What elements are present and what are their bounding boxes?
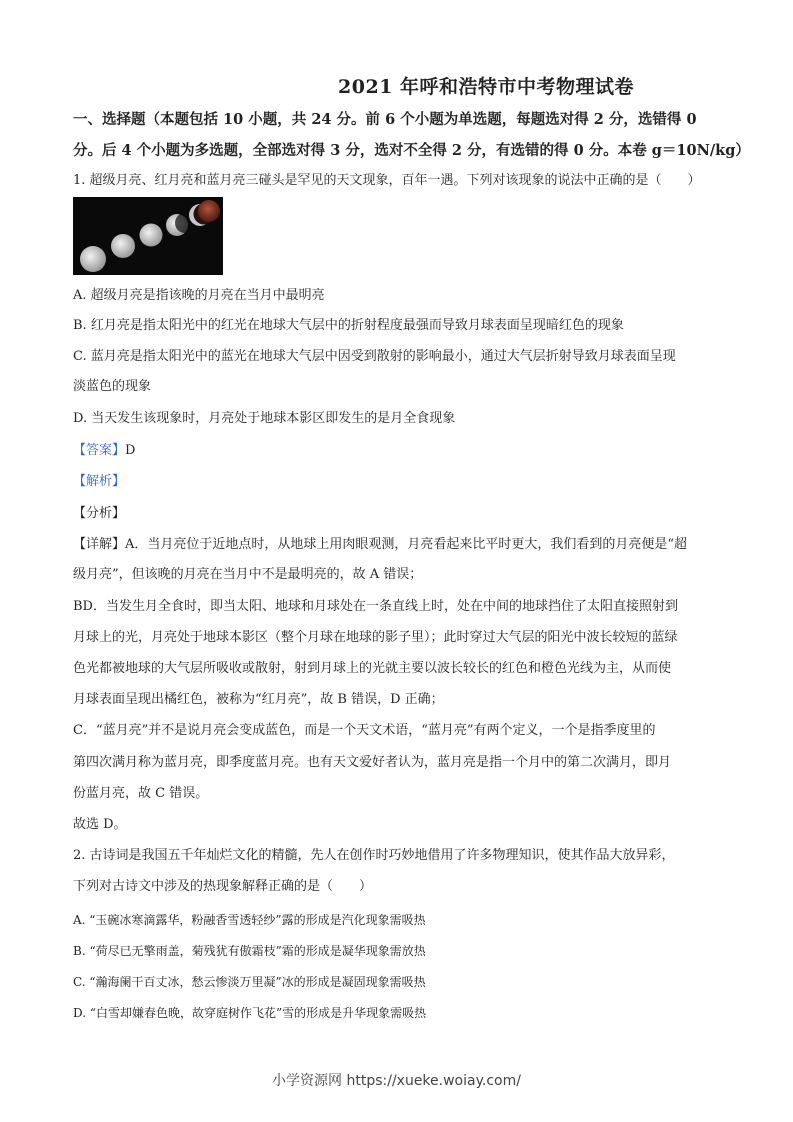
question-1-stem: 1. 超级月亮、红月亮和蓝月亮三碰头是罕见的天文现象，百年一遇。下列对该现象的说法中正确的是（ ） [73, 173, 701, 188]
question-1-option-c-line-1: C. 蓝月亮是指太阳光中的蓝光在地球大气层中因受到散射的影响最小，通过大气层折射导致月球表面呈现 [73, 349, 676, 364]
moon-phases-graphic [73, 197, 223, 275]
question-1-option-d: D. 当天发生该现象时，月亮处于地球本影区即发生的是月全食现象 [73, 411, 456, 426]
question-1-option-b: B. 红月亮是指太阳光中的红光在地球大气层中的折射程度最强而导致月球表面呈现暗红色的现象 [73, 318, 624, 333]
fenxi-tag: 【分析】 [73, 506, 126, 521]
detail-line-7: C．“蓝月亮”并不是说月亮会变成蓝色，而是一个天文术语，“蓝月亮”有两个定义，一个是指季度里的 [73, 723, 656, 738]
section-heading-line-1: 一、选择题（本题包括 10 小题，共 24 分。前 6 个小题为单选题，每题选对得 2 分，选错得 0 [73, 111, 697, 128]
question-2-option-b: B. “荷尽已无擎雨盖，菊残犹有傲霜枝”霜的形成是凝华现象需放热 [73, 944, 426, 958]
question-2-option-a: A. “玉碗冰寒滴露华，粉融香雪透轻纱”露的形成是汽化现象需吸热 [73, 913, 426, 927]
detail-line-8: 第四次满月称为蓝月亮，即季度蓝月亮。也有天文爱好者认为，蓝月亮是指一个月中的第二次满月，即月 [73, 755, 672, 770]
detail-line-2: 级月亮”，但该晚的月亮在当月中不是最明亮的，故 A 错误； [73, 567, 423, 582]
moon-phases-image [73, 197, 223, 275]
question-2-option-d: D. “白雪却嫌春色晚，故穿庭树作飞花”雪的形成是升华现象需吸热 [73, 1006, 427, 1020]
question-2-stem-line-1: 2. 古诗词是我国五千年灿烂文化的精髓，先人在创作时巧妙地借用了许多物理知识，使其作品大放异彩， [73, 848, 675, 863]
footer-watermark: 小学资源网 https://xueke.woiay.com/ [272, 1073, 521, 1089]
detail-line-3: BD．当发生月全食时，即当太阳、地球和月球处在一条直线上时，处在中间的地球挡住了太阳直接照射到 [73, 599, 678, 614]
page-title: 2021 年呼和浩特市中考物理试卷 [338, 76, 634, 98]
detail-line-6: 月球表面呈现出橘红色，被称为“红月亮”，故 B 错误，D 正确； [73, 692, 444, 707]
answer-tag: 【答案】 [73, 443, 126, 458]
question-1-option-c-line-2: 淡蓝色的现象 [73, 379, 152, 394]
detail-line-1: 【详解】A．当月亮位于近地点时，从地球上用肉眼观测，月亮看起来比平时更大，我们看到的月亮便是“超 [73, 537, 688, 552]
question-2-stem-line-2: 下列对古诗文中涉及的热现象解释正确的是（ ） [73, 879, 373, 894]
answer-line [73, 441, 135, 461]
answer-value: D [125, 443, 136, 458]
detail-line-5: 色光都被地球的大气层所吸收或散射，射到月球上的光就主要以波长较长的红色和橙色光线为主，从而使 [73, 661, 672, 676]
detail-line-4: 月球上的光，月亮处于地球本影区（整个月球在地球的影子里）；此时穿过大气层的阳光中波长较短的蓝绿 [73, 630, 678, 645]
detail-line-9: 份蓝月亮，故 C 错误。 [73, 786, 209, 801]
question-2-option-c: C. “瀚海阑干百丈冰，愁云惨淡万里凝”冰的形成是凝固现象需吸热 [73, 975, 426, 989]
section-heading-line-2: 分。后 4 个小题为多选题，全部选对得 3 分，选对不全得 2 分，有选错的得 0 分。本卷 g＝10N/kg） [73, 142, 750, 159]
analysis-tag: 【解析】 [73, 474, 126, 489]
detail-line-10: 故选 D。 [73, 817, 127, 832]
question-1-option-a: A. 超级月亮是指该晚的月亮在当月中最明亮 [73, 288, 325, 303]
